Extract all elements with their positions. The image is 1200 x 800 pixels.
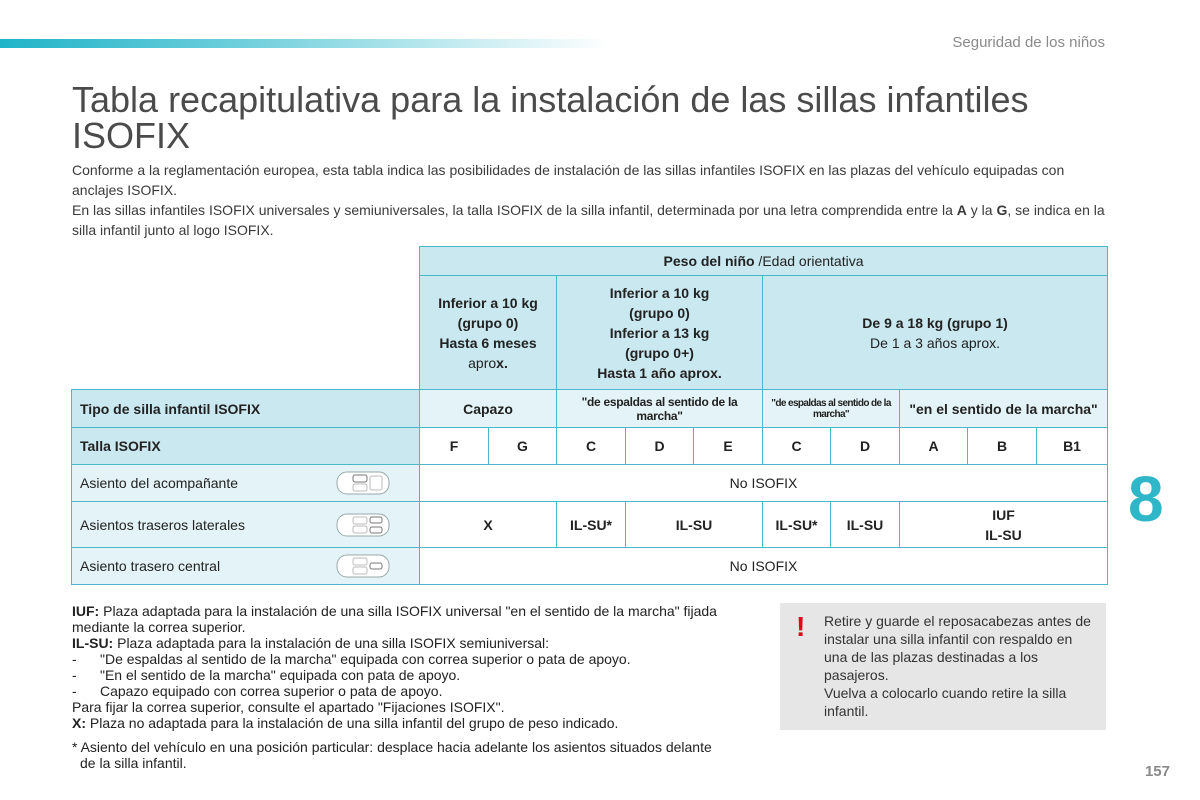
weight-header-bold: Peso del niño — [663, 253, 755, 269]
size-cell: E — [694, 428, 763, 465]
passenger-seat-row-label — [72, 465, 420, 502]
type-rear-facing-2: "de espaldas al sentido de la marcha" — [763, 390, 900, 428]
legend-notes — [72, 603, 772, 731]
warning-paragraph: Retire y guarde el reposacabezas antes de instalar una silla infantil con respaldo en una de las plazas destinadas a los pasajeros. — [824, 613, 1091, 683]
warning-paragraph: Vuelva a colocarlo cuando retire la silla infantil. — [824, 685, 1067, 719]
isofix-table — [71, 246, 1108, 585]
size-cell: C — [557, 428, 626, 465]
exclamation-icon: ! — [796, 611, 806, 642]
rear-side-d-e: IL-SU — [626, 502, 763, 548]
footnote-line: de la silla infantil. — [80, 755, 187, 771]
rear-side-forward-line: IUF — [992, 506, 1015, 523]
group-1-line: De 1 a 3 años aprox. — [870, 334, 1001, 351]
weight-header — [420, 247, 1108, 276]
group-0-line: (grupo 0) — [457, 314, 519, 331]
warning-box — [780, 603, 1106, 730]
group-0-line — [420, 353, 556, 373]
size-cell: D — [626, 428, 694, 465]
header-accent-bar — [0, 39, 610, 48]
size-cell: C — [763, 428, 831, 465]
page-title: Tabla recapitulativa para la instalación de las sillas infantiles ISOFIX — [72, 79, 1029, 156]
letter-g: G — [996, 202, 1008, 218]
letter-a: A — [956, 202, 967, 218]
size-cell: A — [900, 428, 968, 465]
car-seat-diagram-icon — [335, 470, 391, 496]
footnote-line: * Asiento del vehículo en una posición particular: desplace hacia adelante los asientos situados delante — [72, 739, 712, 755]
rear-side-seats-label: Asientos traseros laterales — [80, 516, 245, 533]
note-iuf — [72, 603, 772, 635]
passenger-seat-label: Asiento del acompañante — [80, 475, 238, 491]
group-0-header — [420, 276, 557, 390]
intro-text-y: y la — [966, 202, 997, 218]
footnote — [72, 739, 782, 771]
bullet-text: Capazo equipado con correa superior o pata de apoyo. — [100, 683, 443, 699]
rear-side-forward-line: IL-SU — [985, 526, 1022, 543]
type-forward-facing: "en el sentido de la marcha" — [900, 390, 1108, 428]
size-cell: B — [968, 428, 1037, 465]
passenger-seat-value: No ISOFIX — [420, 465, 1108, 502]
rear-center-seat-value: No ISOFIX — [420, 548, 1108, 585]
intro-paragraph-2 — [72, 200, 1112, 240]
weight-header-rest: /Edad orientativa — [754, 253, 864, 269]
intro-text-b: , se indica en la silla infantil junto al logo ISOFIX. — [72, 202, 1105, 238]
rear-center-seat-row-label — [72, 548, 420, 585]
group-0plus-line: Inferior a 13 kg — [609, 324, 710, 341]
intro-text — [72, 160, 1112, 240]
rear-side-c2: IL-SU* — [763, 502, 831, 548]
size-cell: F — [420, 428, 489, 465]
car-seat-diagram-icon — [335, 512, 391, 538]
bullet-dash: - — [72, 667, 77, 683]
bullet-text: "De espaldas al sentido de la marcha" equipada con correa superior o pata de apoyo. — [100, 651, 631, 667]
group-0-line: Inferior a 10 kg — [438, 294, 538, 311]
group-0plus-line: (grupo 0) — [629, 304, 690, 321]
note-iuf-label: IUF: — [72, 603, 100, 619]
group-1-line: De 9 a 18 kg (grupo 1) — [862, 314, 1008, 331]
note-x-text: Plaza no adaptada para la instalación de una silla infantil del grupo de peso indicado. — [86, 715, 619, 731]
blank-corner — [72, 247, 420, 276]
group-1-header — [763, 276, 1108, 390]
page-number: 157 — [1144, 763, 1170, 780]
note-fixing: Para fijar la correa superior, consulte el apartado "Fijaciones ISOFIX". — [72, 699, 505, 715]
rear-side-c: IL-SU* — [557, 502, 626, 548]
car-seat-diagram-icon — [335, 553, 391, 579]
bullet-dash: - — [72, 683, 77, 699]
note-bullet — [72, 667, 772, 683]
note-x-label: X: — [72, 715, 86, 731]
warning-text — [824, 612, 1094, 720]
size-cell: G — [489, 428, 557, 465]
intro-text-a: En las sillas infantiles ISOFIX universales y semiuniversales, la talla ISOFIX de la silla infantil, determinada por una letra comprendida entre la — [72, 202, 957, 218]
group-0-approx-a: apro — [468, 354, 497, 371]
note-x — [72, 715, 772, 731]
size-cell: B1 — [1037, 428, 1108, 465]
group-0plus-line: Hasta 1 año aprox. — [597, 364, 722, 381]
rear-side-seats-row-label — [72, 502, 420, 548]
note-bullet — [72, 651, 772, 667]
size-cell: D — [831, 428, 900, 465]
group-0plus-header — [557, 276, 763, 390]
bullet-text: "En el sentido de la marcha" equipada con pata de apoyo. — [100, 667, 461, 683]
rear-center-seat-label: Asiento trasero central — [80, 558, 221, 574]
group-0plus-line: (grupo 0+) — [625, 344, 694, 361]
size-label: Talla ISOFIX — [72, 428, 420, 465]
note-ilsu-text: Plaza adaptada para la instalación de una silla ISOFIX semiuniversal: — [113, 635, 550, 651]
blank-corner-2 — [72, 276, 420, 390]
note-bullet — [72, 683, 772, 699]
type-capazo: Capazo — [420, 390, 557, 428]
group-0plus-line: Inferior a 10 kg — [609, 284, 710, 301]
note-ilsu — [72, 635, 772, 651]
rear-side-forward — [900, 502, 1108, 548]
section-title: Seguridad de los niños — [952, 34, 1105, 51]
rear-side-d2: IL-SU — [831, 502, 900, 548]
bullet-dash: - — [72, 651, 77, 667]
note-ilsu-label: IL-SU: — [72, 635, 114, 651]
group-0-line: Hasta 6 meses — [439, 334, 537, 351]
note-iuf-text: Plaza adaptada para la instalación de una silla ISOFIX universal "en el sentido de la marcha" fijada mediante la correa superior. — [72, 603, 717, 635]
type-rear-facing-1: "de espaldas al sentido de la marcha" — [557, 390, 763, 428]
group-0-approx-b: x. — [496, 354, 508, 371]
chapter-number: 8 — [1128, 463, 1164, 535]
rear-side-capazo: X — [420, 502, 557, 548]
intro-paragraph-1: Conforme a la reglamentación europea, esta tabla indica las posibilidades de instalación de las sillas infantiles ISOFIX en las plazas del vehículo equipadas con anclajes ISOFIX. — [72, 162, 1065, 198]
type-label: Tipo de silla infantil ISOFIX — [72, 390, 420, 428]
